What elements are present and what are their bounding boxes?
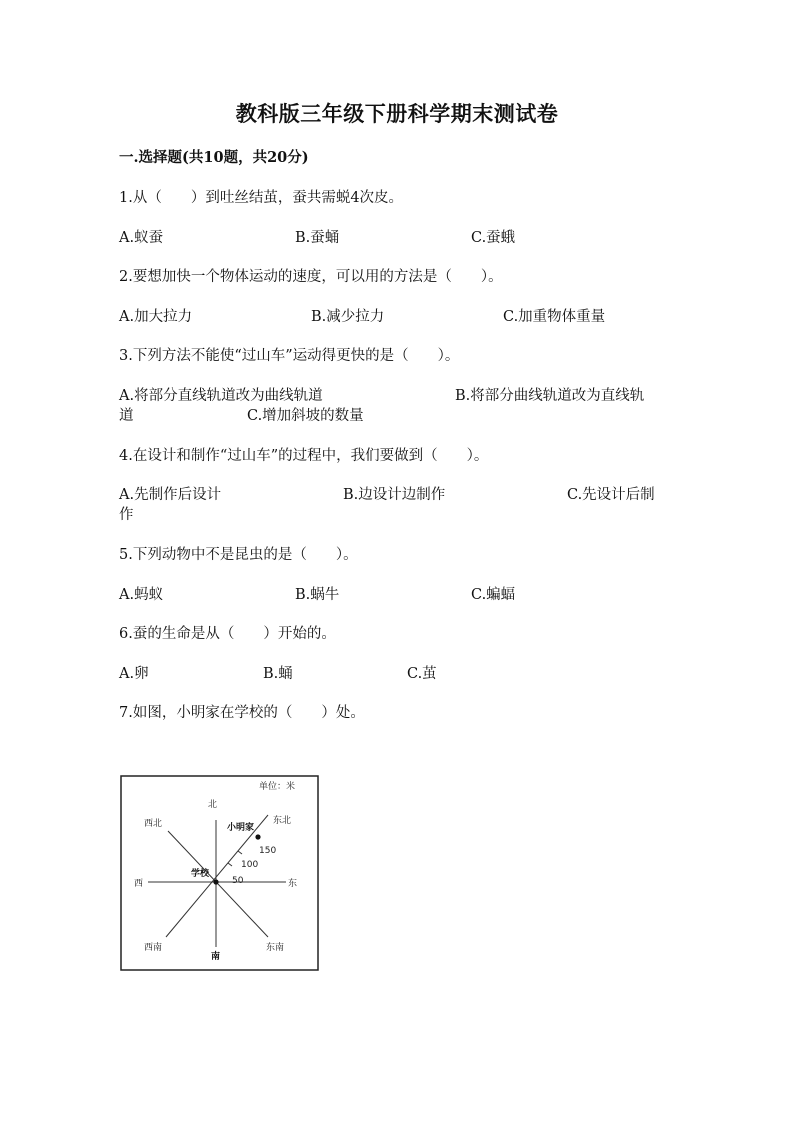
direction-diagram [120, 775, 319, 971]
west-label: 西 [134, 879, 144, 889]
scale-label-150: 150 [259, 846, 277, 856]
home-label: 小明家 [227, 823, 255, 833]
q1-option-a: A.蚁蚕 [119, 230, 164, 246]
q3-option-b: B.将部分曲线轨道改为直线轨 [455, 388, 645, 404]
question-4: 4.在设计和制作“过山车”的过程中，我们要做到（ ）。 [119, 448, 489, 464]
q2-option-b: B.减少拉力 [311, 309, 385, 325]
south-label: 南 [211, 952, 221, 962]
q2-option-c: C.加重物体重量 [503, 309, 606, 325]
home-point [255, 834, 260, 839]
school-point [213, 879, 218, 884]
question-3: 3.下列方法不能使“过山车”运动得更快的是（ ）。 [119, 348, 460, 364]
east-label: 东 [288, 879, 298, 889]
question-6: 6.蚕的生命是从（ ）开始的。 [119, 626, 336, 642]
north-label: 北 [208, 800, 218, 810]
q3-option-a: A.将部分直线轨道改为曲线轨道 [119, 388, 323, 404]
q3-option-b-continued: 道 [119, 408, 134, 424]
southeast-label: 东南 [266, 943, 285, 953]
unit-label: 单位：米 [259, 782, 296, 792]
q4-option-b: B.边设计边制作 [343, 487, 446, 503]
scale-label-100: 100 [241, 860, 259, 870]
q5-option-c: C.蝙蝠 [471, 587, 516, 603]
question-2: 2.要想加快一个物体运动的速度，可以用的方法是（ ）。 [119, 269, 503, 285]
q3-option-c: C.增加斜坡的数量 [247, 408, 364, 424]
q1-option-c: C.蚕蛾 [471, 230, 516, 246]
direction-diagram-svg [120, 775, 319, 971]
school-label: 学校 [191, 869, 210, 879]
northeast-label: 东北 [273, 816, 292, 826]
scale-label-50: 50 [232, 876, 244, 886]
northwest-label: 西北 [144, 819, 163, 829]
q6-option-b: B.蛹 [263, 666, 293, 682]
q5-option-a: A.蚂蚁 [119, 587, 164, 603]
page-title: 教科版三年级下册科学期末测试卷 [235, 101, 559, 126]
q4-option-a: A.先制作后设计 [119, 487, 222, 503]
question-7: 7.如图，小明家在学校的（ ）处。 [119, 705, 365, 721]
southwest-label: 西南 [144, 943, 163, 953]
q6-option-c: C.茧 [407, 666, 437, 682]
q2-option-a: A.加大拉力 [119, 309, 193, 325]
q6-option-a: A.卵 [119, 666, 149, 682]
question-5: 5.下列动物中不是昆虫的是（ ）。 [119, 547, 358, 563]
q4-option-c-continued: 作 [119, 507, 134, 523]
question-1: 1.从（ ）到吐丝结茧，蚕共需蜕4次皮。 [119, 190, 404, 206]
q4-option-c: C.先设计后制 [567, 487, 655, 503]
q1-option-b: B.蚕蛹 [295, 230, 340, 246]
section-heading: 一.选择题(共10题，共20分) [119, 149, 309, 166]
q5-option-b: B.蜗牛 [295, 587, 340, 603]
